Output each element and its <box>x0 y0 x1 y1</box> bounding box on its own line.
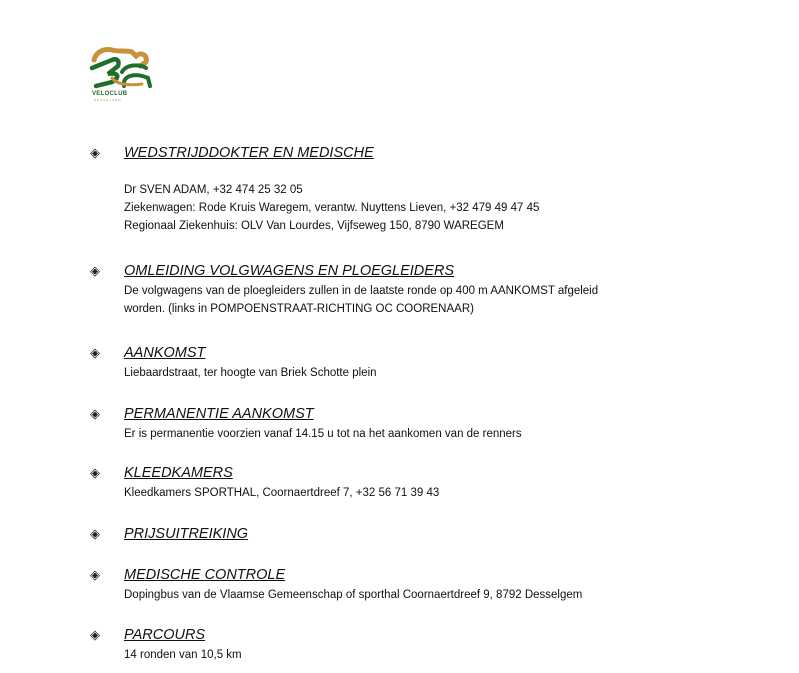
diamond-bullet-icon: ◈ <box>90 263 100 278</box>
diamond-bullet-icon: ◈ <box>90 406 100 421</box>
diamond-bullet-icon: ◈ <box>90 627 100 642</box>
section-heading: PERMANENTIE AANKOMST <box>124 406 314 422</box>
section-line: Kleedkamers SPORTHAL, Coornaertdreef 7, +32 56 71 39 43 <box>124 487 440 499</box>
section-heading: PRIJSUITREIKING <box>124 526 249 542</box>
section-line: Regionaal Ziekenhuis: OLV Van Lourdes, Vijfseweg 150, 8790 WAREGEM <box>124 220 504 232</box>
diamond-bullet-icon: ◈ <box>90 345 100 360</box>
veloclub-logo <box>82 46 156 102</box>
cyclist-logo-icon <box>82 46 156 94</box>
section-heading: KLEEDKAMERS <box>124 465 233 481</box>
section-line: 14 ronden van 10,5 km <box>124 649 242 661</box>
section-line: Dopingbus van de Vlaamse Gemeenschap of sporthal Coornaertdreef 9, 8792 Desselgem <box>124 589 583 601</box>
section-line: Er is permanentie voorzien vanaf 14.15 u tot na het aankomen van de renners <box>124 428 522 440</box>
logo-subtext: DESSELGEM <box>94 98 122 102</box>
diamond-bullet-icon: ◈ <box>90 465 100 480</box>
section-heading: MEDISCHE CONTROLE <box>124 567 286 583</box>
section-line: Dr SVEN ADAM, +32 474 25 32 05 <box>124 184 303 196</box>
diamond-bullet-icon: ◈ <box>90 526 100 541</box>
section-heading: WEDSTRIJDDOKTER EN MEDISCHE <box>124 145 374 161</box>
section-heading: OMLEIDING VOLGWAGENS EN PLOEGLEIDERS <box>124 263 455 279</box>
section-line: De volgwagens van de ploegleiders zullen in de laatste ronde op 400 m AANKOMST afgeleid <box>124 285 599 297</box>
diamond-bullet-icon: ◈ <box>90 567 100 582</box>
diamond-bullet-icon: ◈ <box>90 145 100 160</box>
section-heading: PARCOURS <box>124 627 206 643</box>
section-heading: AANKOMST <box>124 345 206 361</box>
logo-text: VELOCLUB <box>92 91 128 97</box>
section-line: Ziekenwagen: Rode Kruis Waregem, verantw. Nuyttens Lieven, +32 479 49 47 45 <box>124 202 540 214</box>
section-line: worden. (links in POMPOENSTRAAT-RICHTING OC COORENAAR) <box>124 303 474 315</box>
section-line: Liebaardstraat, ter hoogte van Briek Schotte plein <box>124 367 377 379</box>
